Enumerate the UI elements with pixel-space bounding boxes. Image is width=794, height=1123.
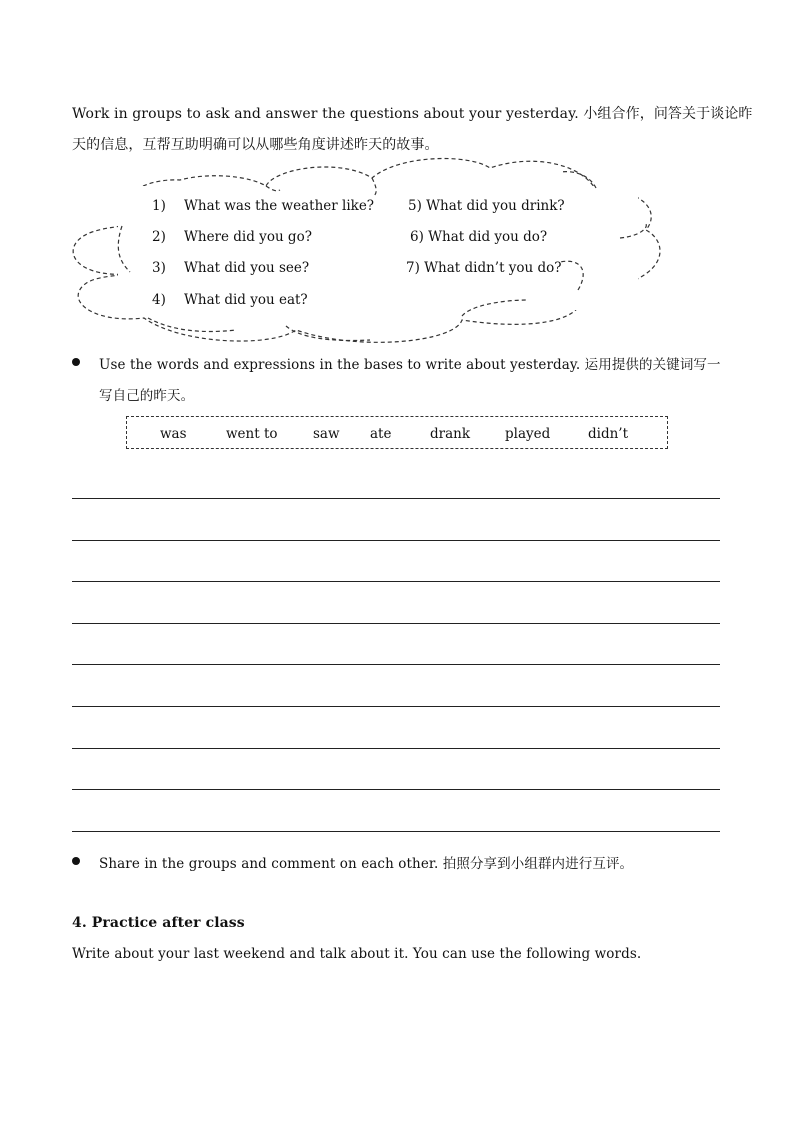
question-7-number: 7): [406, 260, 420, 276]
question-6: [410, 229, 547, 245]
word-ate: ate: [370, 426, 392, 442]
writing-line[interactable]: [72, 831, 720, 832]
question-5: [408, 198, 565, 214]
question-2-number: 2): [152, 229, 166, 245]
writing-line[interactable]: [72, 789, 720, 790]
question-7: [406, 260, 562, 276]
question-5-text: What did you drink?: [426, 198, 565, 214]
word-box: [126, 416, 668, 449]
writing-line[interactable]: [72, 623, 720, 624]
word-went-to: went to: [226, 426, 278, 442]
question-4-number: 4): [152, 292, 166, 308]
word-was: was: [160, 426, 187, 442]
question-7-text: What didn’t you do?: [424, 260, 562, 276]
question-2: [152, 229, 312, 245]
word-drank: drank: [430, 426, 471, 442]
task3-text: Share in the groups and comment on each other. 拍照分享到小组群内进行互评。: [99, 856, 634, 872]
task2-line-2: 写自己的昨天。: [99, 388, 195, 404]
question-2-text: Where did you go?: [184, 229, 312, 245]
writing-line[interactable]: [72, 664, 720, 665]
writing-line[interactable]: [72, 498, 720, 499]
intro-line-2: 天的信息，互帮互助明确可以从哪些角度讲述昨天的故事。: [72, 137, 439, 153]
task2-line-1: Use the words and expressions in the bases to write about yesterday. 运用提供的关键词写一: [99, 357, 721, 373]
section-4-heading: 4. Practice after class: [72, 915, 245, 931]
word-didnt: didn’t: [588, 426, 629, 442]
question-6-text: What did you do?: [428, 229, 548, 245]
bullet-icon: [72, 358, 80, 366]
section-4-body: Write about your last weekend and talk about it. You can use the following words.: [72, 946, 642, 962]
writing-line[interactable]: [72, 581, 720, 582]
question-3: [152, 260, 309, 276]
question-6-number: 6): [410, 229, 424, 245]
writing-line[interactable]: [72, 540, 720, 541]
question-1-text: What was the weather like?: [184, 198, 375, 214]
question-3-text: What did you see?: [184, 260, 310, 276]
question-4-text: What did you eat?: [184, 292, 308, 308]
word-played: played: [505, 426, 551, 442]
question-5-number: 5): [408, 198, 422, 214]
intro-line-1: Work in groups to ask and answer the questions about your yesterday. 小组合作，问答关于谈论昨: [72, 106, 753, 122]
question-1: [152, 198, 374, 214]
writing-line[interactable]: [72, 748, 720, 749]
bullet-icon: [72, 857, 80, 865]
word-saw: saw: [313, 426, 340, 442]
question-cloud: [0, 0, 794, 360]
question-4: [152, 292, 308, 308]
question-3-number: 3): [152, 260, 166, 276]
question-1-number: 1): [152, 198, 166, 214]
writing-line[interactable]: [72, 706, 720, 707]
